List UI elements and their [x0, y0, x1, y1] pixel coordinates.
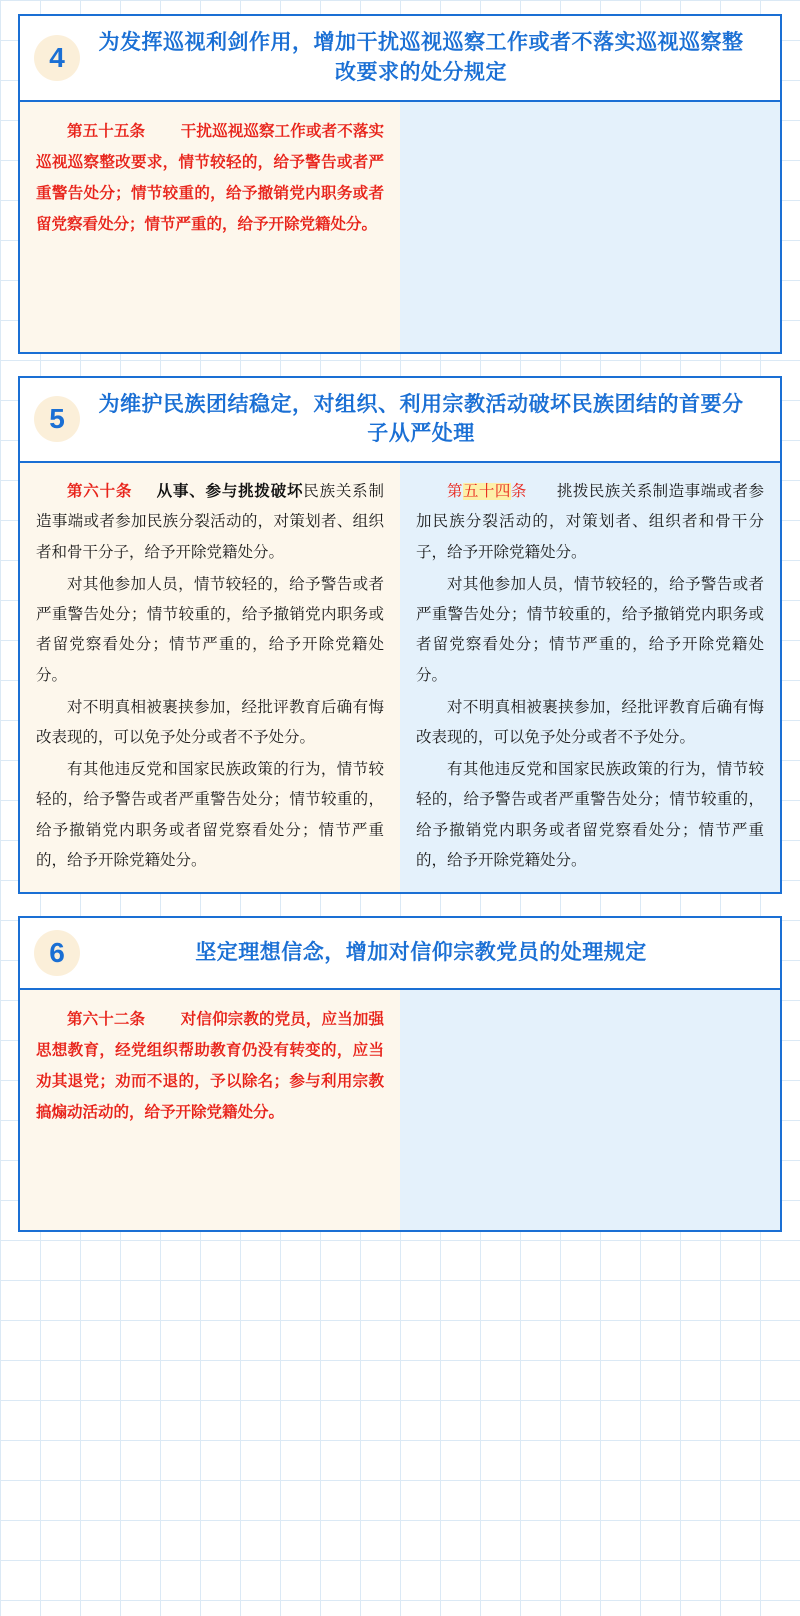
paragraph: 对其他参加人员，情节较轻的，给予警告或者严重警告处分；情节较重的，给予撤销党内职务或者留党察看处分；情节严重的，给予开除党籍处分。 [36, 575, 384, 684]
card-section-6 [18, 916, 782, 1232]
column-left [20, 463, 400, 892]
paragraph: 对不明真相被裹挟参加，经批评教育后确有悔改表现的，可以免予处分或者不予处分。 [416, 698, 764, 746]
paragraph: 有其他违反党和国家民族政策的行为，情节较轻的，给予警告或者严重警告处分；情节较重的，给予撤销党内职务或者留党察看处分；情节严重的，给予开除党籍处分。 [36, 761, 384, 869]
column-right [400, 463, 780, 892]
paragraph [36, 116, 384, 240]
article-lead-suffix: 条 [510, 483, 527, 501]
card-header [20, 918, 780, 990]
paragraph [36, 1004, 384, 1128]
section-title: 坚定理想信念，增加对信仰宗教党员的处理规定 [195, 941, 647, 965]
article-text: 民族关系制造事端或者参加民族分裂活动的，对策划者、组织者和骨干分子，给予开除党籍处分。 [36, 483, 384, 561]
card-body [20, 463, 780, 892]
paragraph: 对不明真相被裹挟参加，经批评教育后确有悔改表现的，可以免予处分或者不予处分。 [36, 698, 384, 746]
card-section-4 [18, 14, 782, 354]
section-number-badge: 4 [34, 35, 80, 81]
article-text: 挑拨民族关系制造事端或者参加民族分裂活动的，对策划者、组织者和骨干分子，给予开除党籍处分。 [416, 483, 764, 561]
section-number-badge: 6 [34, 930, 80, 976]
section-title: 为维护民族团结稳定，对组织、利用宗教活动破坏民族团结的首要分子从严处理 [98, 392, 744, 446]
section-number-badge: 5 [34, 396, 80, 442]
paragraph [416, 477, 764, 568]
article-emphasis: 从事、参与挑拨破坏 [155, 483, 304, 501]
card-body [20, 102, 780, 352]
column-right [400, 102, 780, 352]
article-text: 干扰巡视巡察工作或者不落实巡视巡察整改要求，情节较轻的，给予警告或者严重警告处分；情节较重的，给予撤销党内职务或者留党察看处分；情节严重的，给予开除党籍处分。 [36, 122, 384, 233]
article-lead-highlight: 五十四 [462, 483, 511, 501]
card-body [20, 990, 780, 1230]
paragraph: 有其他违反党和国家民族政策的行为，情节较轻的，给予警告或者严重警告处分；情节较重的，给予撤销党内职务或者留党察看处分；情节严重的，给予开除党籍处分。 [416, 761, 764, 869]
section-title: 为发挥巡视利剑作用，增加干扰巡视巡察工作或者不落实巡视巡察整改要求的处分规定 [98, 31, 744, 84]
article-lead-prefix: 第 [447, 483, 463, 501]
article-lead: 第六十条 [67, 483, 133, 501]
column-left [20, 102, 400, 352]
article-lead: 第五十五条 [67, 122, 146, 140]
column-left [20, 990, 400, 1230]
paragraph: 对其他参加人员，情节较轻的，给予警告或者严重警告处分；情节较重的，给予撤销党内职务或者留党察看处分；情节严重的，给予开除党籍处分。 [416, 575, 764, 684]
card-header [20, 16, 780, 102]
article-text: 对信仰宗教的党员，应当加强思想教育，经党组织帮助教育仍没有转变的，应当劝其退党；劝而不退的，予以除名；参与利用宗教搞煽动活动的，给予开除党籍处分。 [36, 1011, 384, 1122]
paragraph [36, 477, 384, 568]
article-lead: 第六十二条 [67, 1011, 146, 1029]
column-right [400, 990, 780, 1230]
card-header [20, 378, 780, 464]
card-section-5 [18, 376, 782, 894]
